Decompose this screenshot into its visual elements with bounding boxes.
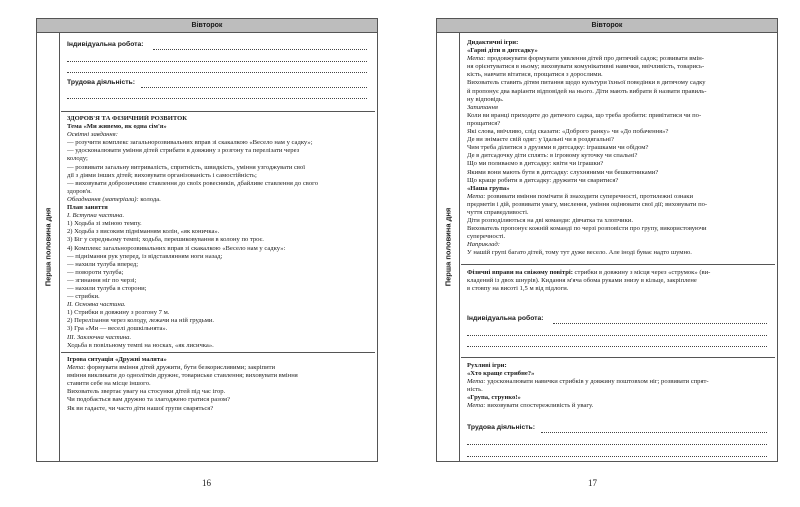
right-main-line: Коли ви вранці приходите до дитячого садка, що треба зробити: привітатися чи по- <box>467 111 702 119</box>
left-main-line: дії з діями інших дітей; виховувати організованість і самостійність; <box>67 171 257 179</box>
left-header: Вівторок <box>37 19 377 33</box>
right-exercise-line: кладений із двох шнурів). Кидання м'яча обома руками знизу в кільце, закріплене <box>467 277 697 285</box>
right-main-text <box>467 39 771 258</box>
right-main-line: Мета: продовжувати формувати уявлення дітей про дитячий садок; розвивати вмін- <box>467 55 705 63</box>
left-main-line: План заняття <box>67 204 108 212</box>
left-main-line: 2) Перелізання через колоду, лежачи на ній грудьми. <box>67 317 215 325</box>
left-individual-line-3 <box>67 72 367 73</box>
right-main-line: ня орієнтуватися в ньому; виховувати комунікативні навички, ввічливість, товарись- <box>467 63 705 71</box>
left-labor-line-2 <box>67 98 367 99</box>
right-games-line: Мета: виховувати спостережливість й увагу. <box>467 402 594 410</box>
right-individual-line-1 <box>553 323 767 324</box>
right-individual-label: Індивідуальна робота: <box>467 315 544 322</box>
right-individual-line-2 <box>467 335 767 336</box>
left-main-line: — виховувати доброзичливе ставлення до своїх ровесників, дбайливе ставлення до свого <box>67 179 318 187</box>
left-main-line: — удосконалювати уміння дітей стрибати в довжину з розгону та перелізати через <box>67 147 300 155</box>
left-situation-line: Вихователь звертає увагу на стосунки дітей під час ігор. <box>67 388 226 396</box>
left-main-line: 1) Стрибки в довжину з розгону 7 м. <box>67 309 170 317</box>
left-main-line: III. Заключна частина. <box>67 333 132 341</box>
right-main-line: Де в дитсадочку діти сплять: в ігровому куточку чи спальні? <box>467 152 638 160</box>
right-games-line: «Група, струнко!» <box>467 394 521 402</box>
right-main-line: ну відповідь. <box>467 95 504 103</box>
left-main-line: 2) Ходьба з високим підніманням колін, «як коничка». <box>67 228 220 236</box>
right-main-line: Запитання <box>467 103 498 111</box>
right-labor-line-2 <box>467 444 767 445</box>
left-main-line: — розучити комплекс загальнорозвивальних вправ зі скакалкою «Весело нам у садку»; <box>67 139 313 147</box>
right-main-line: Що ми поливаємо в дитсадку: квіти чи іграшки? <box>467 160 604 168</box>
right-exercise-text <box>467 269 771 293</box>
left-main-line: Ходьба в повільному темпі на носках, «як лисичка». <box>67 341 214 349</box>
left-page-number: 16 <box>202 478 211 488</box>
right-games-text <box>467 362 771 411</box>
right-side-column <box>437 32 460 461</box>
left-main-line: II. Основна частина. <box>67 301 126 309</box>
right-page-frame <box>436 18 778 462</box>
left-main-line: — нахили тулуба в сторони; <box>67 284 147 292</box>
right-main-line: Вихователь ставить дітям питання щодо культури їхньої поведінки в дитячому садку <box>467 79 706 87</box>
left-main-line: ЗДОРОВ'Я ТА ФІЗИЧНИЙ РОЗВИТОК <box>67 115 188 122</box>
right-labor-line-1 <box>541 432 767 433</box>
left-main-line: Обладнання (матеріали): колода. <box>67 195 161 203</box>
left-main-line: — розвивати загальну витривалість, спритність, швидкість, уміння узгоджувати свої <box>67 163 306 171</box>
left-main-line: 3) Гра «Ми — веселі дошкільнята». <box>67 325 168 333</box>
left-main-line: колоду; <box>67 155 88 163</box>
right-divider-2 <box>461 357 775 358</box>
left-labor-line-1 <box>141 87 367 88</box>
right-games-line: ність. <box>467 386 483 394</box>
left-situation-line: Як ви гадаєте, чи часто діти нашої групи сваряться? <box>67 404 214 412</box>
right-games-line: «Хто краще стрибне?» <box>467 370 535 378</box>
left-situation-line: ставити себе на місце іншого. <box>67 380 151 388</box>
right-main-line: Якими вони мають бути в дитсадку: слухняними чи бешкетниками? <box>467 168 659 176</box>
right-page <box>410 0 790 507</box>
right-exercise-line: Фізичні вправи на свіжому повітрі: стрибки в довжину з місця через «струмок» (ви- <box>467 269 711 276</box>
right-main-line: кість, навчати вітатися, прощатися з дорослими. <box>467 71 603 79</box>
right-labor-label: Трудова діяльність: <box>467 424 535 431</box>
left-main-line: — нахили тулуба вперед; <box>67 260 139 268</box>
left-side-column <box>37 32 60 461</box>
right-main-line: чуття справедливості. <box>467 208 529 216</box>
right-main-line: Які слова, ввічливо, слід сказати: «Доброго ранку» чи «До побачення»? <box>467 128 669 136</box>
right-individual-line-3 <box>467 346 767 347</box>
right-main-line: Діти розподіляються на дві команди: дівчатка та хлопчики. <box>467 217 633 225</box>
right-games-line: Мета: удосконалювати навички стрибків у довжину поштовхом ніг; розвивати спрят- <box>467 378 709 386</box>
left-labor-label: Трудова діяльність: <box>67 79 135 86</box>
left-individual-line-1 <box>153 49 367 50</box>
right-main-line: Дидактичні ігри: <box>467 39 519 46</box>
right-main-line: предметів і дій, розвивати увагу, мислення, уміння оцінювати свої дії; виховувати по- <box>467 200 708 208</box>
left-main-line: 3) Біг у середньому темпі; ходьба, перешиковування в колону по троє. <box>67 236 264 244</box>
right-exercise-line: в стовпу на висоті 1,5 м від підлоги. <box>467 285 569 293</box>
right-main-line: Що краще робити в дитсадку: дружити чи сваритися? <box>467 176 619 184</box>
right-divider-1 <box>461 264 775 265</box>
left-main-line: 1) Ходьба зі зміною темпу. <box>67 220 142 228</box>
right-main-line: Вихователь пропонує кожній команді по черзі розповісти про групу, використовуючи <box>467 225 707 233</box>
left-side-label: Перша половина дня <box>43 207 53 287</box>
left-main-line: I. Вступна частина. <box>67 212 125 220</box>
left-main-line: здоров'я. <box>67 187 92 195</box>
right-main-line: Мета: розвивати вміння помічати й знаходити суперечності, протилежні ознаки <box>467 192 694 200</box>
left-main-text <box>67 115 371 350</box>
right-main-line: прощатися? <box>467 119 501 127</box>
right-header: Вівторок <box>437 19 777 33</box>
right-page-number: 17 <box>588 478 597 488</box>
left-situation-line: вміння викликати до однолітків дружнє, товариське ставлення; виховувати вміння <box>67 372 298 380</box>
left-main-line: 4) Комплекс загальнорозвивальних вправ зі скакалкою «Весело нам у садку»: <box>67 244 286 252</box>
right-content <box>461 33 775 461</box>
left-divider-2 <box>61 352 375 353</box>
right-main-line: «Наша група» <box>467 184 510 192</box>
left-main-line: — згинання ніг по черзі; <box>67 276 137 284</box>
left-situation-line: Мета: формувати вміння дітей дружити, бути безкорисливими; закріпити <box>67 364 276 372</box>
left-individual-label: Індивідуальна робота: <box>67 41 144 48</box>
left-situation-text <box>67 356 371 413</box>
left-situation-line: Чи подобається вам дружно та злагоджено гратися разом? <box>67 396 231 404</box>
right-main-line: У нашій групі багато дітей, тому тут дуже весело. Але іноді буває надто шумно. <box>467 249 692 257</box>
left-page-frame <box>36 18 378 462</box>
right-main-line: Де ви знімаєте свій одяг: у їдальні чи в роздягальні? <box>467 136 614 144</box>
left-divider-1 <box>61 111 375 112</box>
left-main-line: Тема «Ми живемо, як одна сім'я» <box>67 123 167 131</box>
right-main-line: Наприклад: <box>467 241 500 249</box>
left-main-line: Освітні завдання: <box>67 131 118 139</box>
right-main-line: й пропонує два варіанти відповідей на нього. Діти мають вибрати й назвати правиль- <box>467 87 707 95</box>
left-main-line: — повороти тулуба; <box>67 268 124 276</box>
left-individual-line-2 <box>67 61 367 62</box>
left-situation-line: Ігрова ситуація «Дружні малята» <box>67 356 167 363</box>
left-main-line: — піднімання рук уперед, із відставлянням ноги назад; <box>67 252 223 260</box>
right-main-line: Чим треба ділитися з друзями в дитсадку: іграшками чи обідом? <box>467 144 649 152</box>
right-main-line: «Гарні діти в дитсадку» <box>467 47 538 55</box>
right-main-line: суперечності. <box>467 233 506 241</box>
left-content <box>61 33 375 461</box>
left-page <box>10 0 390 507</box>
right-side-label: Перша половина дня <box>443 207 453 287</box>
right-labor-line-3 <box>467 456 767 457</box>
right-games-line: Рухливі ігри: <box>467 362 507 369</box>
left-main-line: — стрибки. <box>67 293 100 301</box>
